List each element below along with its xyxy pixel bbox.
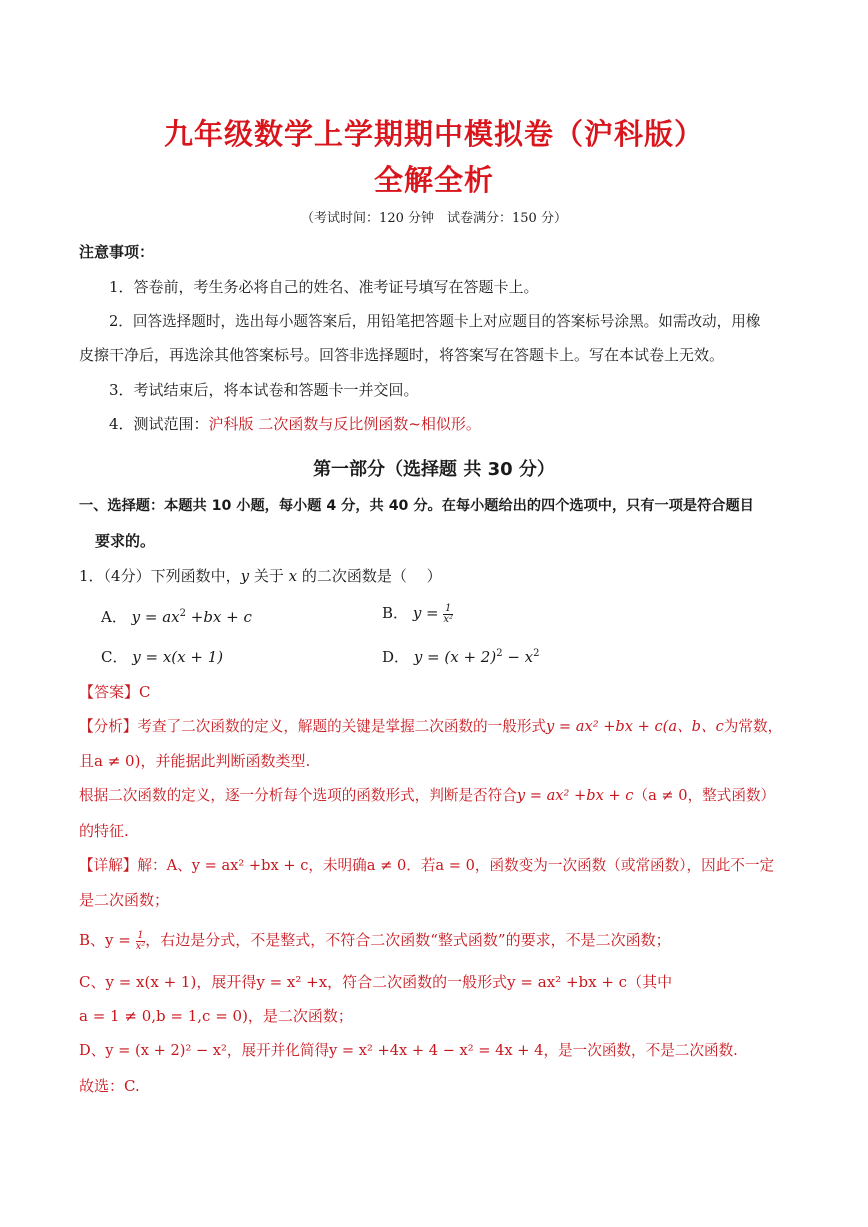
page-title: 九年级数学上学期期中模拟卷（沪科版）	[163, 117, 704, 151]
notice-item-4	[109, 414, 823, 434]
notice-item-4-prefix: 4．测试范围：	[109, 415, 209, 433]
detail-line-2: 是二次函数；	[79, 891, 170, 909]
detail-line-1: 【详解】解：A、y = ax² +bx + c，未明确a ≠ 0．若a = 0，函数变为一次函数（或常函数），因此不一定	[79, 857, 775, 874]
analysis-line-4: 的特征.	[79, 822, 129, 840]
detail-option-b: B、y = $\frac{1}{\text{x²}}$ ，右边是分式，不是整式，不符合二次函数“整式函数”的要求，不是二次函数；	[79, 929, 671, 952]
analysis-line-2: 且a ≠ 0)，并能据此判断函数类型.	[79, 752, 311, 770]
notice-item-3: 3．考试结束后，将本试卷和答题卡一并交回。	[109, 381, 419, 399]
analysis-line-1: 【分析】考查了二次函数的定义，解题的关键是掌握二次函数的一般形式y = ax² +bx + c(a、b、c为常数，	[79, 718, 783, 735]
part1-instruction-line-1: 一、选择题：本题共 10 小题，每小题 4 分，共 40 分。在每小题给出的四个选项中，只有一项是符合题目	[79, 498, 754, 514]
answer	[79, 682, 793, 702]
notice-item-1: 1．答卷前，考生务必将自己的姓名、准考证号填写在答题卡上。	[109, 278, 539, 296]
notice-item-2-line-1: 2．回答选择题时，选出每小题答案后，用铅笔把答题卡上对应题目的答案标号涂黑。如需改动，用橡	[109, 313, 761, 330]
part1-instruction-line-2: 要求的。	[95, 532, 156, 550]
detail-option-d: D、y = (x + 2)² − x²，展开并化简得y = x² +4x + 4 − x² = 4x + 4，是一次函数，不是二次函数.	[79, 1042, 738, 1059]
part1-title: 第一部分（选择题 共 30 分）	[313, 459, 555, 480]
question1-option-c: C． y = x(x + 1)	[101, 648, 224, 666]
question1-option-d: D． $y = (x + 2)^2 - x^2$	[382, 648, 540, 666]
answer-value: C	[139, 683, 151, 701]
detail-option-c-line-1: C、y = x(x + 1)，展开得y = x² +x，符合二次函数的一般形式y = ax² +bx + c（其中	[79, 973, 673, 991]
notice-heading: 注意事项：	[79, 243, 155, 261]
detail-option-c-line-2: a = 1 ≠ 0,b = 1,c = 0)，是二次函数；	[79, 1007, 353, 1025]
detail-label: 【详解】	[79, 857, 138, 874]
notice-item-4-scope: 沪科版 二次函数与反比例函数~相似形。	[208, 415, 481, 433]
exam-info: （考试时间：120 分钟 试卷满分：150 分）	[301, 211, 567, 226]
answer-label: 【答案】	[79, 683, 140, 701]
fraction: $\frac{1}{\text{x²}}$	[135, 929, 146, 952]
question1-stem: 1．（4分）下列函数中，y 关于 x 的二次函数是（ ）	[79, 567, 442, 585]
fraction: $\frac{1}{\text{x²}}$	[443, 602, 454, 625]
question1-option-a: A． $y = ax^2 +bx + c$	[101, 608, 252, 626]
question1-option-b: B． y = $\frac{1}{\text{x²}}$	[382, 602, 454, 625]
analysis-line-3: 根据二次函数的定义，逐一分析每个选项的函数形式，判断是否符合y = ax² +bx + c（a ≠ 0，整式函数）	[79, 787, 776, 804]
analysis-label: 【分析】	[79, 718, 138, 735]
page-subtitle: 全解全析	[373, 163, 494, 197]
notice-item-2-line-2: 皮擦干净后，再选涂其他答案标号。回答非选择题时，将答案写在答题卡上。写在本试卷上无效。	[79, 346, 725, 364]
detail-conclusion: 故选：C.	[79, 1077, 140, 1095]
